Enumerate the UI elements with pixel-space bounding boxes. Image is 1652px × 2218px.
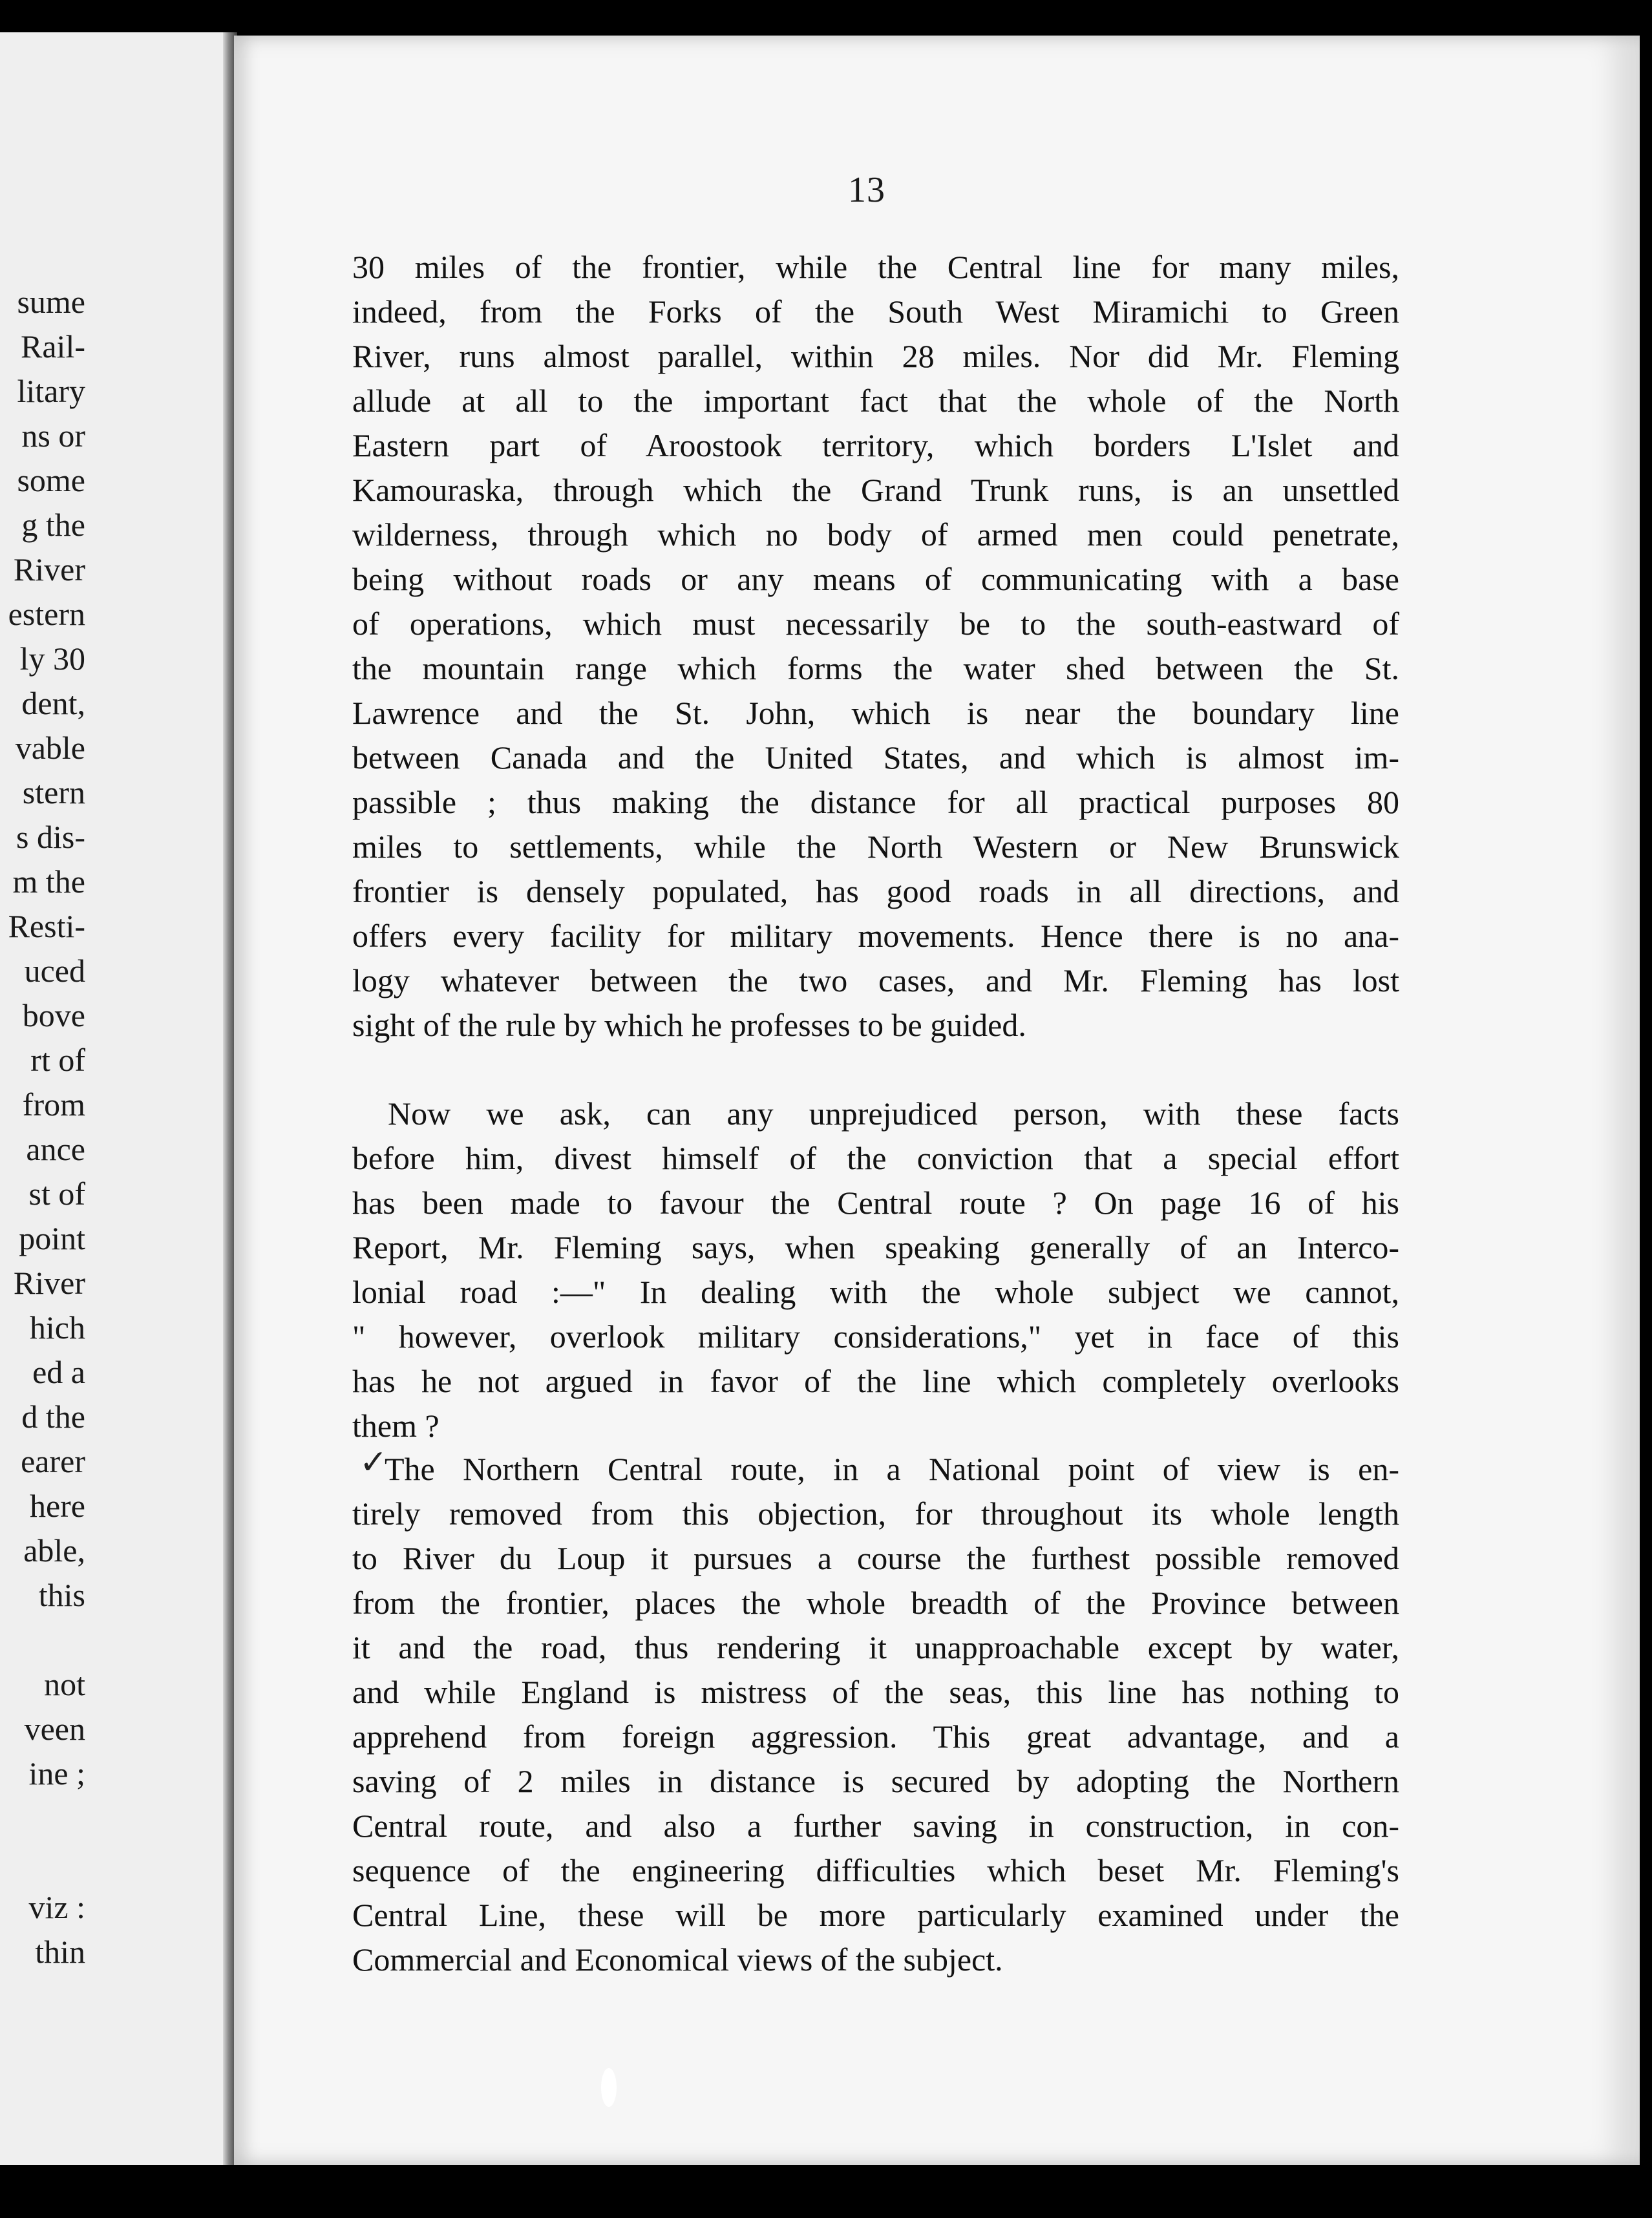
body-text-line: wilderness, through which no body of armed men could penetrate, [352,516,1399,553]
body-text-line: " however, overlook military considerations," yet in face of this [352,1318,1399,1355]
body-text-line: Central route, and also a further saving in construction, in con- [352,1808,1399,1844]
body-text-line: passible ; thus making the distance for all practical purposes 80 [352,784,1399,820]
body-text-line: it and the road, thus rendering it unapproachable except by water, [352,1629,1399,1665]
left-page-line-fragment: m the [12,863,85,900]
body-text-line: Report, Mr. Fleming says, when speaking generally of an Interco- [352,1229,1399,1265]
body-text-line: of operations, which must necessarily be to the south-eastward of [352,606,1399,642]
left-page-line-fragment: viz : [28,1889,85,1925]
body-text-line: sequence of the engineering difficulties which beset Mr. Fleming's [352,1852,1399,1888]
left-page-line-fragment: point [19,1220,85,1256]
body-text-line: offers every facility for military movements. Hence there is no ana- [352,918,1399,954]
left-page [0,32,228,2165]
left-page-line-fragment: ine ; [28,1755,85,1791]
left-page-line-fragment: not [44,1666,85,1702]
left-page-line-fragment: some [17,462,85,498]
body-text-line: between Canada and the United States, and which is almost im- [352,739,1399,776]
body-text-line: from the frontier, places the whole breadth of the Province between [352,1585,1399,1621]
handwritten-check-mark: ✓ [359,1444,388,1481]
left-page-line-fragment: thin [35,1934,85,1970]
left-page-line-fragment: g the [21,507,85,543]
body-text-line: Commercial and Economical views of the subject. [352,1941,1003,1978]
left-page-line-fragment: this [38,1577,85,1613]
body-text-line: miles to settlements, while the North Western or New Brunswick [352,829,1399,865]
body-text-line: Now we ask, can any unprejudiced person, with these facts [388,1095,1399,1132]
body-text-line: the mountain range which forms the water shed between the St. [352,650,1399,686]
left-page-line-fragment: ns or [21,417,85,454]
body-text-line: sight of the rule by which he professes to be guided. [352,1007,1026,1043]
body-text-line: Eastern part of Aroostook territory, which borders L'Islet and [352,427,1399,463]
page-number: 13 [848,170,885,210]
left-page-line-fragment: sume [17,284,85,320]
left-page-line-fragment: earer [21,1443,85,1479]
body-text-line: logy whatever between the two cases, and Mr. Fleming has lost [352,962,1399,998]
left-page-line-fragment: dent, [21,685,85,721]
left-page-line-fragment: able, [23,1532,85,1568]
body-text-line: saving of 2 miles in distance is secured by adopting the Northern [352,1763,1399,1799]
body-text-line: The Northern Central route, in a National point of view is en- [385,1451,1399,1487]
body-text-line: allude at all to the important fact that the whole of the North [352,383,1399,419]
left-page-line-fragment: estern [8,596,85,632]
left-page-line-fragment: Rail- [21,328,85,364]
body-text-line: Central Line, these will be more particularly examined under the [352,1897,1399,1933]
left-page-line-fragment: bove [22,997,85,1033]
left-page-line-fragment: ly 30 [19,640,85,677]
left-page-line-fragment: from [22,1086,85,1123]
left-page-line-fragment: s dis- [16,819,85,855]
body-text-line: lonial road :—" In dealing with the whole subject we cannot, [352,1274,1399,1310]
body-text-line: has he not argued in favor of the line which completely overlooks [352,1363,1399,1399]
body-text-line: indeed, from the Forks of the South West Miramichi to Green [352,293,1399,330]
body-text-line: has been made to favour the Central route ? On page 16 of his [352,1185,1399,1221]
left-page-line-fragment: d the [21,1399,85,1435]
body-text-line: them ? [352,1408,439,1444]
body-text-line: Lawrence and the St. John, which is near the boundary line [352,695,1399,731]
body-text-line: Kamouraska, through which the Grand Trunk runs, is an unsettled [352,472,1399,508]
left-page-line-fragment: uced [24,953,85,989]
left-page-line-fragment: River [13,551,85,587]
left-page-line-fragment: ed a [32,1354,85,1390]
scan-speck [601,2068,617,2107]
left-page-line-fragment: hich [29,1309,85,1346]
body-text-line: River, runs almost parallel, within 28 miles. Nor did Mr. Fleming [352,338,1399,374]
body-text-line: being without roads or any means of communicating with a base [352,561,1399,597]
left-page-line-fragment: River [13,1265,85,1301]
left-page-line-fragment: st of [28,1176,85,1212]
left-page-line-fragment: vable [15,730,85,766]
left-page-line-fragment: rt of [30,1042,85,1078]
body-text-line: apprehend from foreign aggression. This great advantage, and a [352,1718,1399,1755]
body-text-line: and while England is mistress of the seas, this line has nothing to [352,1674,1399,1710]
left-page-line-fragment: ance [26,1131,85,1167]
left-page-line-fragment: litary [17,373,85,409]
left-page-line-fragment: here [29,1488,85,1524]
body-text-line: tirely removed from this objection, for throughout its whole length [352,1495,1399,1532]
left-page-line-fragment: stern [22,774,85,810]
left-page-line-fragment: veen [24,1711,85,1747]
body-text-line: before him, divest himself of the conviction that a special effort [352,1140,1399,1176]
scan-border [0,2165,1652,2218]
left-page-line-fragment: Resti- [8,908,85,944]
body-text-line: frontier is densely populated, has good roads in all directions, and [352,873,1399,909]
body-text-line: to River du Loup it pursues a course the furthest possible removed [352,1540,1399,1576]
body-text-line: 30 miles of the frontier, while the Central line for many miles, [352,249,1399,285]
